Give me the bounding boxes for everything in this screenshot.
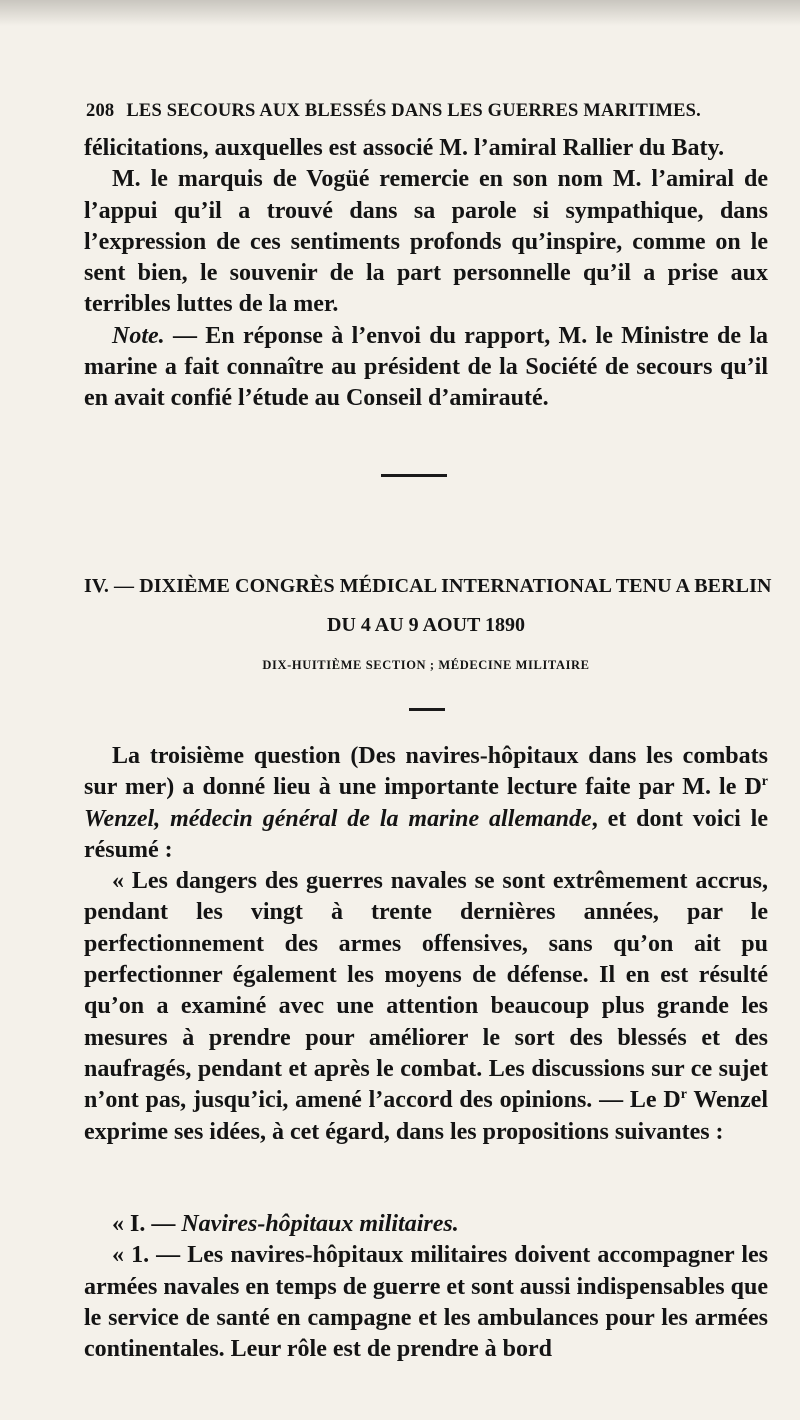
subtitle-dash-rule (409, 708, 445, 711)
superscript-r: r (680, 1087, 687, 1103)
text-block-1 (84, 133, 768, 415)
paragraph-point-1: « 1. — Les navires-hôpitaux militaires doivent accompagner les armées navales en temps de guerre et sont aussi indispensables que le service de santé en campagne et les ambulances pour les armées continentales. Leur rôle est de prendre à bord (84, 1242, 768, 1363)
italic-author: Wenzel, médecin général de la marine allemande (84, 805, 592, 832)
page-number: 208 (86, 101, 115, 121)
running-title: LES SECOURS AUX BLESSÉS DANS LES GUERRES MARITIMES. (126, 101, 701, 121)
section-divider-rule (381, 474, 447, 477)
superscript-r: r (761, 774, 768, 790)
paragraph-note (84, 321, 768, 415)
text-run: , et dont voici le résumé : (84, 805, 769, 863)
section-subtitle: DIX-HUITIÈME SECTION ; MÉDECINE MILITAIRE (262, 658, 590, 672)
text-run: « I. — (112, 1211, 182, 1237)
paragraph-congratulations: félicitations, auxquelles est associé M. l’amiral Rallier du Baty. (84, 135, 725, 161)
note-label: Note. (112, 322, 165, 349)
scan-edge-shadow (0, 0, 800, 26)
paragraph-vogue: M. le marquis de Vogüé remercie en son nom M. l’amiral de l’appui qu’il a trouvé dans sa parole si sympathique, dans l’expression de ces sentiments profonds qu’inspire, comme on le sent bien, le souvenir de la part personnelle qu’il a prise aux terribles luttes de la mer. (84, 166, 768, 318)
text-run: La troisième question (Des navires-hôpitaux dans les combats sur mer) a donné lieu à une importante lecture faite par M. le D (84, 743, 768, 801)
running-header (86, 101, 766, 122)
note-text: — En réponse à l’envoi du rapport, M. le Ministre de la marine a fait connaître au président de la Société de secours qu’il en avait confié l’étude au Conseil d’amirauté. (84, 322, 768, 412)
heading-hospital-ships (84, 1209, 768, 1240)
section-title: IV. — DIXIÈME CONGRÈS MÉDICAL INTERNATIONAL TENU A BERLIN (84, 575, 772, 597)
section-date: DU 4 AU 9 AOUT 1890 (327, 614, 525, 636)
italic-heading: Navires-hôpitaux militaires. (181, 1211, 459, 1237)
text-run: « Les dangers des guerres navales se sont extrêmement accrus, pendant les vingt à trente dernières années, par le perfectionnement des armes offensives, sans qu’on ait pu perfectionner également les moyens de défense. Il en est résulté qu’on a examiné avec une attention beaucoup plus grande les mesures à prendre pour améliorer le sort des blessés et des naufragés, pendant et après le combat. Les discussions sur ce sujet n’ont pas, jusqu’ici, amené l’accord des opinions. — Le D (84, 868, 768, 1114)
text-run: Wenzel exprime ses idées, à cet égard, dans les propositions suivantes : (84, 1087, 769, 1145)
text-block-3 (84, 1209, 768, 1365)
paragraph-quote-dangers (84, 866, 768, 1148)
text-block-2 (84, 741, 768, 1148)
paragraph-third-question (84, 741, 768, 866)
